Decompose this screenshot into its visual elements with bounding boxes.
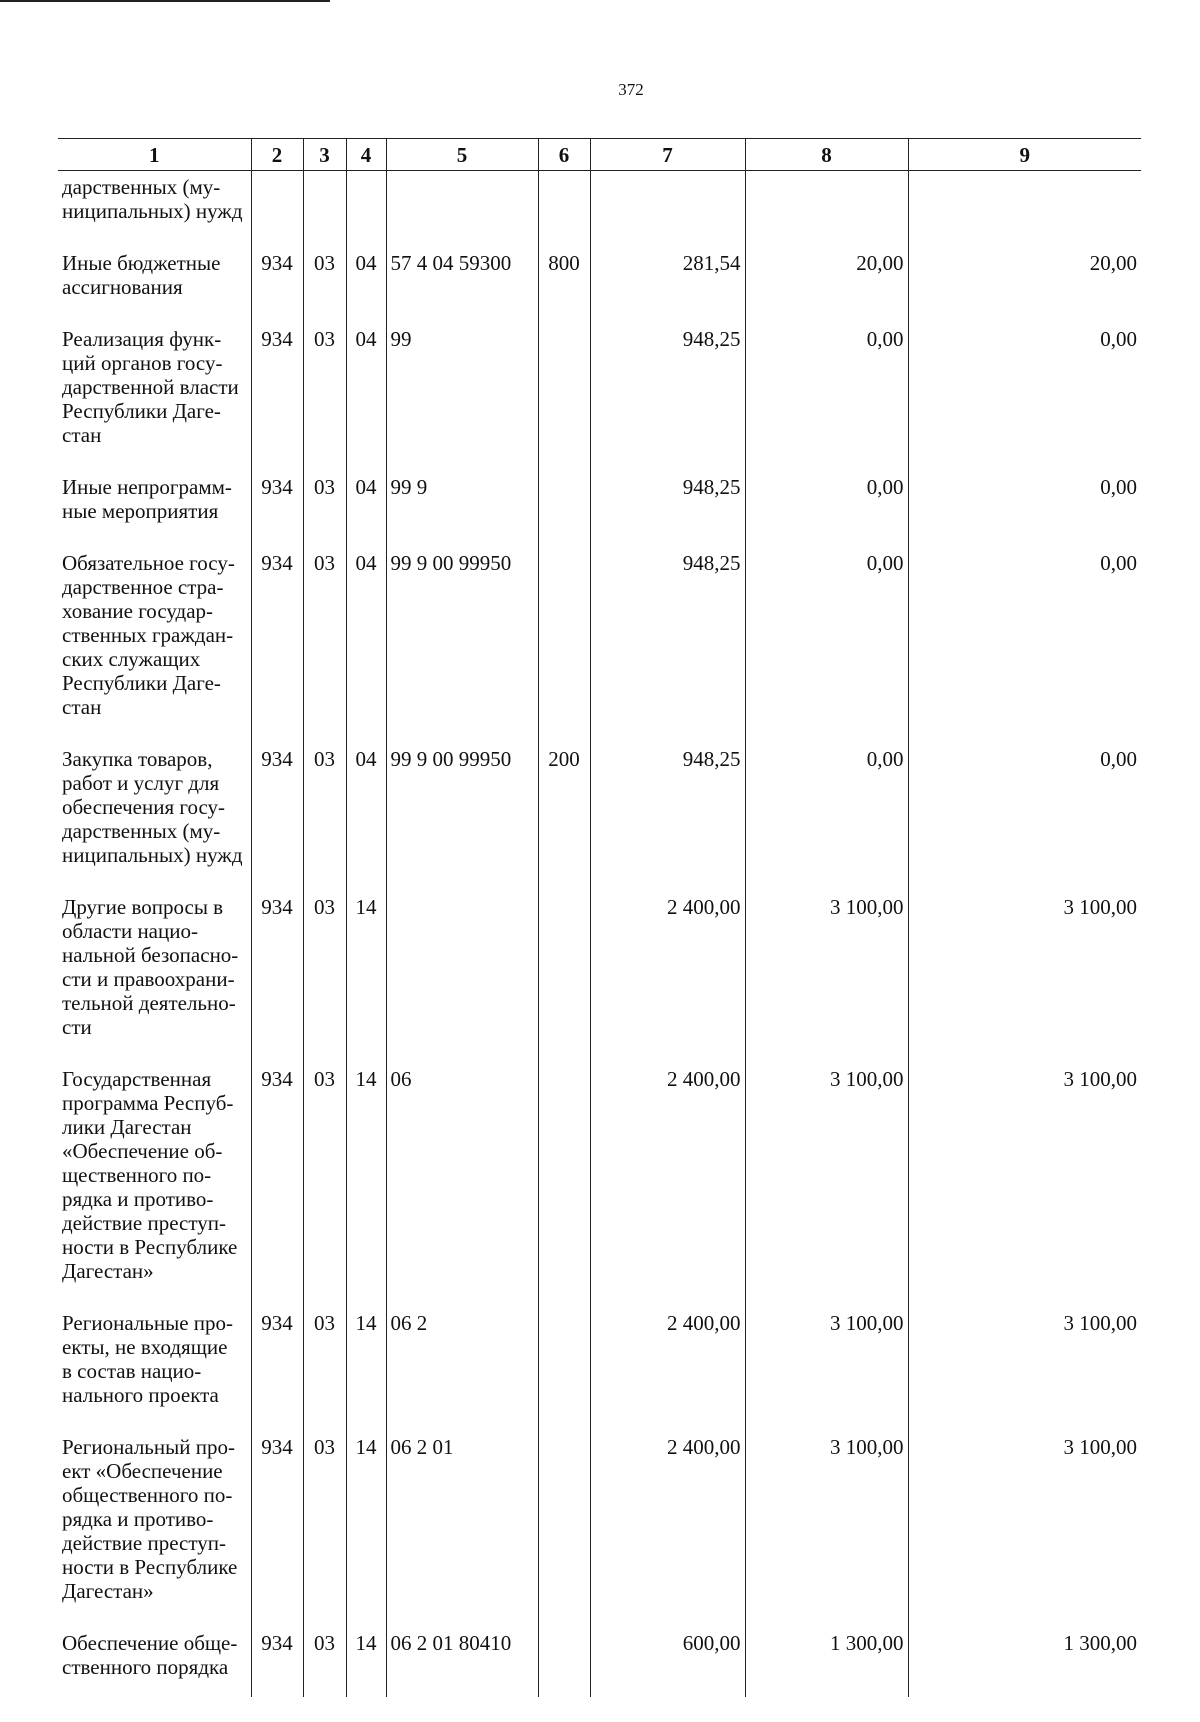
row-subsection-code: 14: [346, 1301, 386, 1425]
row-subsection-code: 14: [346, 1425, 386, 1621]
row-amount-col-7: 948,25: [590, 541, 745, 737]
row-amount-col-9: 0,00: [908, 317, 1141, 465]
row-amount-col-7: 2 400,00: [590, 885, 745, 1057]
row-ministry-code: 934: [251, 317, 303, 465]
row-section-code: 03: [303, 1301, 346, 1425]
table-row: [58, 737, 1141, 885]
row-name: Другие вопросы в области нацио- нальной безопасно- сти и правоохрани- тельной деятельно- сти: [62, 895, 239, 1039]
scan-edge-line: [0, 0, 330, 2]
row-amount-col-9: 3 100,00: [908, 1301, 1141, 1425]
row-expense-type: [538, 1301, 590, 1425]
row-expense-type: [538, 541, 590, 737]
budget-table: [58, 138, 1141, 1697]
table-body: [58, 171, 1141, 1698]
table-row: [58, 241, 1141, 317]
row-subsection-code: 14: [346, 1057, 386, 1301]
row-amount-col-7: 948,25: [590, 465, 745, 541]
row-expense-type: 800: [538, 241, 590, 317]
row-amount-col-9: 3 100,00: [908, 885, 1141, 1057]
row-ministry-code: 934: [251, 465, 303, 541]
row-amount-col-8: 0,00: [745, 317, 908, 465]
row-amount-col-7: 600,00: [590, 1621, 745, 1697]
row-amount-col-8: 0,00: [745, 465, 908, 541]
row-target-article: 99: [386, 317, 538, 465]
header-col-9: 9: [908, 139, 1141, 171]
table-row: [58, 1057, 1141, 1301]
row-subsection-code: 04: [346, 541, 386, 737]
header-col-7: 7: [590, 139, 745, 171]
row-name: Реализация функ- ций органов госу- дарственной власти Республики Даге- стан: [62, 327, 239, 447]
row-section-code: 03: [303, 541, 346, 737]
header-col-8: 8: [745, 139, 908, 171]
row-ministry-code: 934: [251, 541, 303, 737]
row-ministry-code: 934: [251, 241, 303, 317]
row-expense-type: [538, 465, 590, 541]
header-row: [58, 139, 1141, 171]
row-ministry-code: 934: [251, 1621, 303, 1697]
row-subsection-code: 04: [346, 317, 386, 465]
row-amount-col-8: 0,00: [745, 737, 908, 885]
row-target-article: 06: [386, 1057, 538, 1301]
row-name: Обязательное госу- дарственное стра- хование государ- ственных граждан- ских служащих Республики Даге- стан: [62, 551, 235, 719]
row-ministry-code: [251, 171, 303, 242]
row-target-article: 57 4 04 59300: [386, 241, 538, 317]
row-subsection-code: 04: [346, 465, 386, 541]
table-row: [58, 1621, 1141, 1697]
row-amount-col-8: 3 100,00: [745, 1301, 908, 1425]
row-amount-col-7: 948,25: [590, 317, 745, 465]
page-number: 372: [618, 80, 644, 99]
row-amount-col-8: 0,00: [745, 541, 908, 737]
row-name: Государственная программа Респуб- лики Дагестан «Обеспечение об- щественного по- рядка и противо- действие преступ- ности в Республике Дагестан»: [62, 1067, 238, 1283]
row-amount-col-9: 20,00: [908, 241, 1141, 317]
row-subsection-code: [346, 171, 386, 242]
header-col-2: 2: [251, 139, 303, 171]
row-name: Иные бюджетные ассигнования: [62, 251, 221, 299]
header-col-6: 6: [538, 139, 590, 171]
row-ministry-code: 934: [251, 1425, 303, 1621]
row-expense-type: [538, 885, 590, 1057]
row-amount-col-7: [590, 171, 745, 242]
row-amount-col-7: 948,25: [590, 737, 745, 885]
table-row: [58, 1425, 1141, 1621]
row-amount-col-8: 3 100,00: [745, 1057, 908, 1301]
row-name: дарственных (му- ниципальных) нужд: [62, 175, 243, 223]
row-amount-col-7: 2 400,00: [590, 1425, 745, 1621]
row-subsection-code: 14: [346, 885, 386, 1057]
row-expense-type: [538, 317, 590, 465]
row-amount-col-9: 3 100,00: [908, 1425, 1141, 1621]
row-amount-col-9: 0,00: [908, 541, 1141, 737]
row-ministry-code: 934: [251, 885, 303, 1057]
row-target-article: 99 9 00 99950: [386, 737, 538, 885]
row-ministry-code: 934: [251, 737, 303, 885]
row-amount-col-9: [908, 171, 1141, 242]
row-amount-col-9: 1 300,00: [908, 1621, 1141, 1697]
row-subsection-code: 04: [346, 737, 386, 885]
row-section-code: 03: [303, 885, 346, 1057]
row-amount-col-7: 281,54: [590, 241, 745, 317]
row-expense-type: [538, 1621, 590, 1697]
row-section-code: 03: [303, 1425, 346, 1621]
row-name: Иные непрограмм- ные мероприятия: [62, 475, 232, 523]
row-amount-col-9: 0,00: [908, 465, 1141, 541]
row-ministry-code: 934: [251, 1057, 303, 1301]
row-name: Закупка товаров, работ и услуг для обеспечения госу- дарственных (му- ниципальных) нужд: [62, 747, 243, 867]
row-amount-col-9: 3 100,00: [908, 1057, 1141, 1301]
table-row: [58, 1301, 1141, 1425]
table-row: [58, 317, 1141, 465]
row-target-article: 06 2 01: [386, 1425, 538, 1621]
header-col-3: 3: [303, 139, 346, 171]
row-section-code: 03: [303, 1621, 346, 1697]
table-row: [58, 885, 1141, 1057]
row-section-code: 03: [303, 465, 346, 541]
row-section-code: 03: [303, 317, 346, 465]
row-target-article: [386, 171, 538, 242]
row-expense-type: [538, 171, 590, 242]
header-col-1: 1: [58, 139, 251, 171]
row-expense-type: [538, 1057, 590, 1301]
table-row: [58, 465, 1141, 541]
row-section-code: [303, 171, 346, 242]
row-section-code: 03: [303, 1057, 346, 1301]
row-ministry-code: 934: [251, 1301, 303, 1425]
row-expense-type: [538, 1425, 590, 1621]
row-amount-col-8: [745, 171, 908, 242]
row-name: Региональный про- ект «Обеспечение общественного по- рядка и противо- действие преступ- ности в Республике Дагестан»: [62, 1435, 238, 1603]
header-col-5: 5: [386, 139, 538, 171]
row-name: Региональные про- екты, не входящие в состав нацио- нального проекта: [62, 1311, 234, 1407]
row-subsection-code: 04: [346, 241, 386, 317]
row-section-code: 03: [303, 241, 346, 317]
header-col-4: 4: [346, 139, 386, 171]
table-header: [58, 139, 1141, 171]
row-target-article: 99 9 00 99950: [386, 541, 538, 737]
row-amount-col-9: 0,00: [908, 737, 1141, 885]
row-subsection-code: 14: [346, 1621, 386, 1697]
table-row: [58, 171, 1141, 242]
row-amount-col-8: 3 100,00: [745, 1425, 908, 1621]
row-amount-col-7: 2 400,00: [590, 1057, 745, 1301]
row-amount-col-8: 3 100,00: [745, 885, 908, 1057]
row-amount-col-8: 20,00: [745, 241, 908, 317]
row-section-code: 03: [303, 737, 346, 885]
row-amount-col-8: 1 300,00: [745, 1621, 908, 1697]
row-amount-col-7: 2 400,00: [590, 1301, 745, 1425]
row-target-article: [386, 885, 538, 1057]
row-name: Обеспечение обще- ственного порядка: [62, 1631, 238, 1679]
row-expense-type: 200: [538, 737, 590, 885]
row-target-article: 06 2: [386, 1301, 538, 1425]
row-target-article: 99 9: [386, 465, 538, 541]
row-target-article: 06 2 01 80410: [386, 1621, 538, 1697]
table-row: [58, 541, 1141, 737]
